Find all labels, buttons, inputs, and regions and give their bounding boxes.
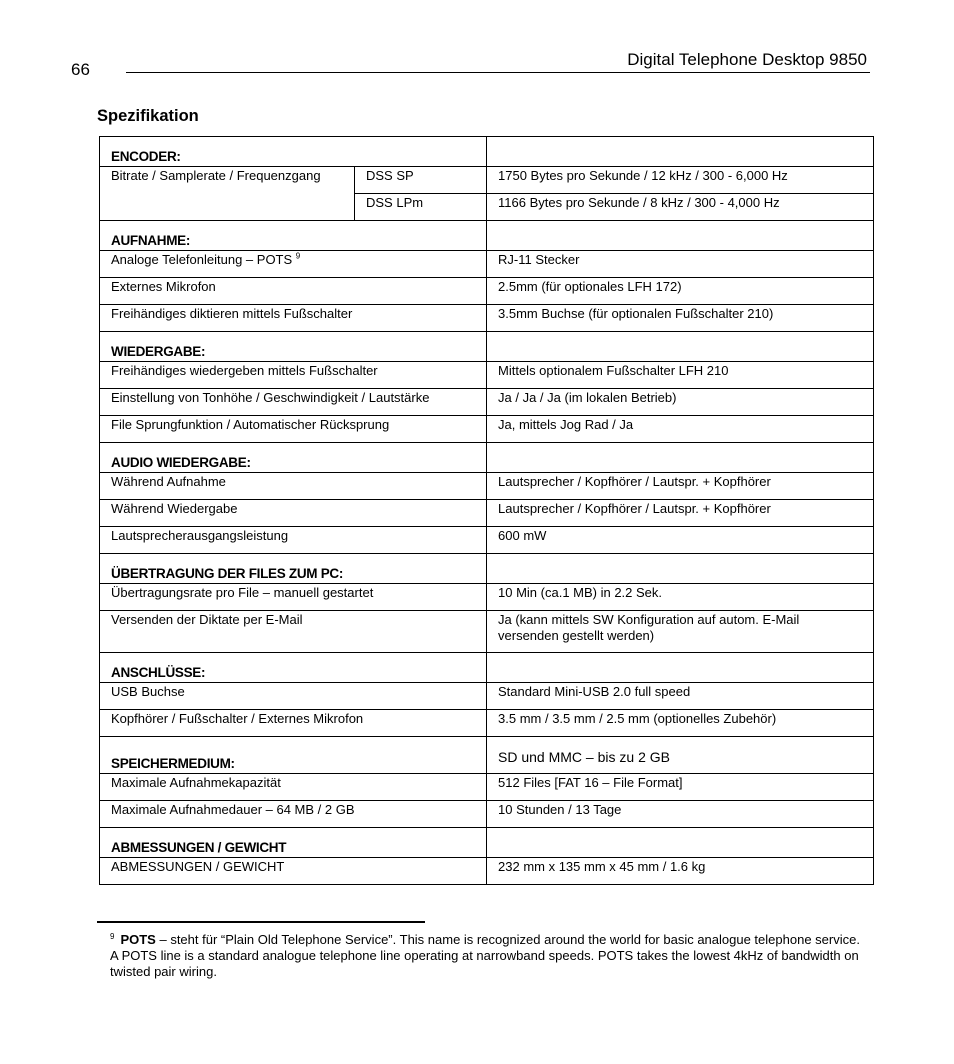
footnote-ref: 9	[295, 251, 301, 261]
row-value: 3.5mm Buchse (für optionalen Fußschalter 210)	[487, 305, 874, 332]
group-header-encoder	[100, 137, 874, 167]
row-value: Lautsprecher / Kopfhörer / Lautspr. + Kopfhörer	[487, 473, 874, 500]
row-label: Während Aufnahme	[100, 473, 487, 500]
table-row	[100, 527, 874, 554]
row-value: 512 Files [FAT 16 – File Format]	[487, 774, 874, 801]
spec-table	[99, 136, 874, 885]
row-label: Lautsprecherausgangsleistung	[100, 527, 487, 554]
group-label: WIEDERGABE:	[100, 332, 487, 362]
group-label: ABMESSUNGEN / GEWICHT	[100, 828, 487, 858]
row-label: Während Wiedergabe	[100, 500, 487, 527]
group-label: ANSCHLÜSSE:	[100, 653, 487, 683]
footnote-number: 9	[110, 931, 115, 941]
table-row	[100, 305, 874, 332]
row-mode: DSS SP	[355, 167, 487, 194]
row-value: 10 Min (ca.1 MB) in 2.2 Sek.	[487, 584, 874, 611]
group-header-anschluesse	[100, 653, 874, 683]
footnote-term: POTS	[120, 932, 156, 947]
row-value: Ja (kann mittels SW Konfiguration auf autom. E-Mail versenden gestellt werden)	[487, 611, 874, 653]
table-row	[100, 500, 874, 527]
table-row	[100, 362, 874, 389]
row-value: Ja, mittels Jog Rad / Ja	[487, 416, 874, 443]
row-value: 10 Stunden / 13 Tage	[487, 801, 874, 828]
table-row	[100, 473, 874, 500]
table-row	[100, 167, 874, 194]
footnote	[110, 932, 870, 980]
row-label: Externes Mikrofon	[100, 278, 487, 305]
row-value: Lautsprecher / Kopfhörer / Lautspr. + Kopfhörer	[487, 500, 874, 527]
group-note: SD und MMC – bis zu 2 GB	[487, 737, 874, 774]
group-label: SPEICHERMEDIUM:	[100, 737, 487, 774]
section-title: Spezifikation	[97, 107, 199, 125]
row-value: Standard Mini-USB 2.0 full speed	[487, 683, 874, 710]
row-label: File Sprungfunktion / Automatischer Rücksprung	[100, 416, 487, 443]
row-value: 1166 Bytes pro Sekunde / 8 kHz / 300 - 4,000 Hz	[487, 194, 874, 221]
group-label: ÜBERTRAGUNG DER FILES ZUM PC:	[100, 554, 487, 584]
page-number: 66	[71, 60, 90, 79]
row-value: Ja / Ja / Ja (im lokalen Betrieb)	[487, 389, 874, 416]
group-header-speichermedium	[100, 737, 874, 774]
table-row	[100, 683, 874, 710]
row-label: Freihändiges wiedergeben mittels Fußschalter	[100, 362, 487, 389]
row-value: Mittels optionalem Fußschalter LFH 210	[487, 362, 874, 389]
group-label: AUDIO WIEDERGABE:	[100, 443, 487, 473]
table-row	[100, 710, 874, 737]
table-row	[100, 774, 874, 801]
header-rule	[126, 72, 870, 73]
row-value: 232 mm x 135 mm x 45 mm / 1.6 kg	[487, 858, 874, 885]
row-value: 600 mW	[487, 527, 874, 554]
table-row	[100, 801, 874, 828]
row-value: 3.5 mm / 3.5 mm / 2.5 mm (optionelles Zubehör)	[487, 710, 874, 737]
row-label: Bitrate / Samplerate / Frequenzgang	[100, 167, 355, 221]
row-label: Versenden der Diktate per E-Mail	[100, 611, 487, 653]
group-header-aufnahme	[100, 221, 874, 251]
group-label: ENCODER:	[100, 137, 487, 167]
group-label: AUFNAHME:	[100, 221, 487, 251]
row-value: 1750 Bytes pro Sekunde / 12 kHz / 300 - 6,000 Hz	[487, 167, 874, 194]
table-row	[100, 858, 874, 885]
footnote-rule	[97, 921, 425, 923]
group-header-wiedergabe	[100, 332, 874, 362]
group-header-abmessungen	[100, 828, 874, 858]
row-label: USB Buchse	[100, 683, 487, 710]
table-row	[100, 389, 874, 416]
row-label-text: Analoge Telefonleitung – POTS	[111, 252, 293, 267]
table-row	[100, 416, 874, 443]
footnote-text: – steht für “Plain Old Telephone Service”. This name is recognized around the world for basic analogue telephone service. A POTS line is a standard analogue telephone line operating at narrowband speeds. POTS takes the lowest 4kHz of bandwidth on twisted pair wiring.	[110, 932, 860, 979]
row-label: Maximale Aufnahmedauer – 64 MB / 2 GB	[100, 801, 487, 828]
group-header-audio-wiedergabe	[100, 443, 874, 473]
table-row	[100, 278, 874, 305]
row-label: Freihändiges diktieren mittels Fußschalter	[100, 305, 487, 332]
row-label: ABMESSUNGEN / GEWICHT	[100, 858, 487, 885]
row-label: Kopfhörer / Fußschalter / Externes Mikrofon	[100, 710, 487, 737]
row-value: RJ-11 Stecker	[487, 251, 874, 278]
row-label: Maximale Aufnahmekapazität	[100, 774, 487, 801]
row-label: Übertragungsrate pro File – manuell gestartet	[100, 584, 487, 611]
table-row	[100, 584, 874, 611]
row-mode: DSS LPm	[355, 194, 487, 221]
row-label	[100, 251, 487, 278]
row-label: Einstellung von Tonhöhe / Geschwindigkeit / Lautstärke	[100, 389, 487, 416]
table-row	[100, 251, 874, 278]
header-title: Digital Telephone Desktop 9850	[627, 50, 867, 69]
group-header-uebertragung	[100, 554, 874, 584]
row-value: 2.5mm (für optionales LFH 172)	[487, 278, 874, 305]
table-row	[100, 611, 874, 653]
